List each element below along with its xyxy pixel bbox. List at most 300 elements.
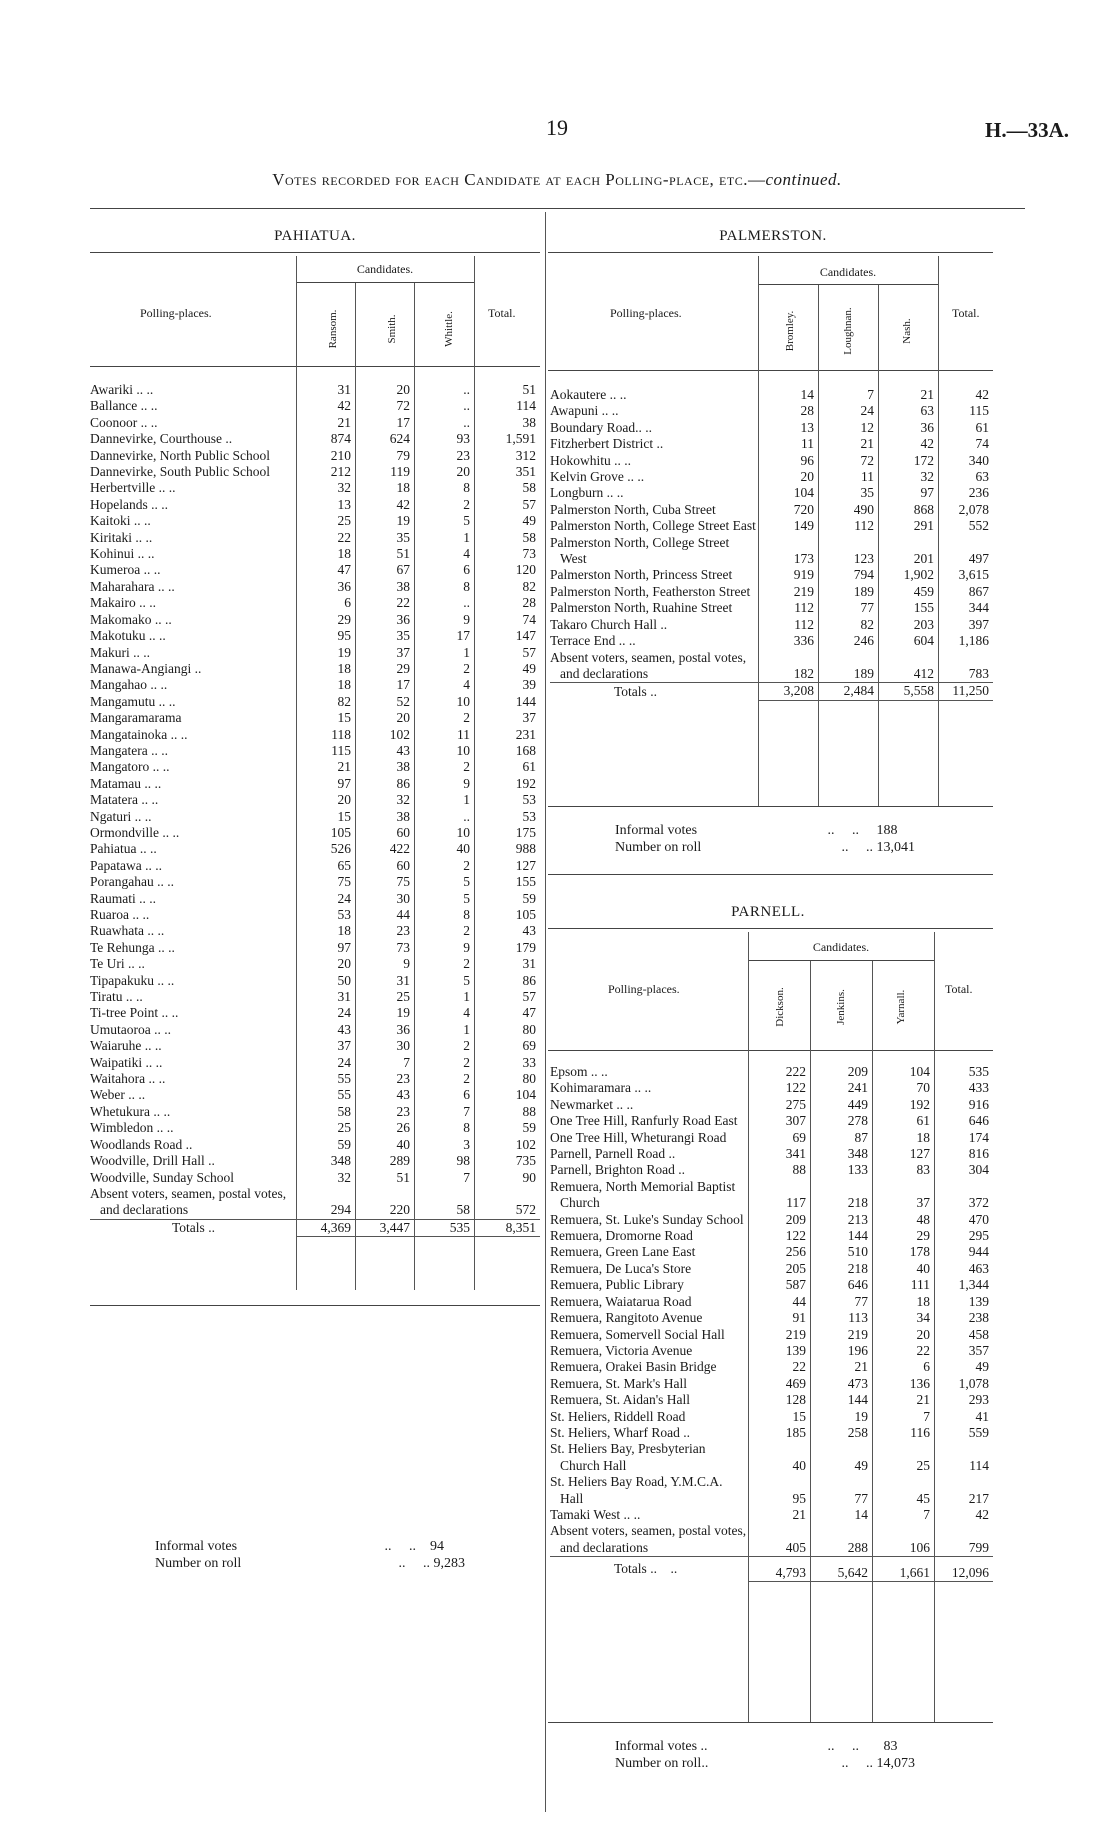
parnell-row-total: 1,078 [958,1375,989,1391]
parnell-row-total: 304 [968,1162,989,1178]
parnell-polling-place: Remuera, North Memorial Baptist Church [550,1178,736,1211]
pahiatua-votes-3: 8 [463,480,470,496]
pahiatua-row-total: 80 [522,1071,536,1087]
palmerston-candidate-2: Loughnan. [842,307,854,355]
palmerston-bottom-rule [548,806,993,807]
pahiatua-votes-1: 212 [330,464,351,480]
pahiatua-row-total: 57 [522,496,536,512]
pahiatua-votes-2: 38 [396,578,410,594]
pahiatua-row-total: 102 [515,1136,536,1152]
pahiatua-total-1: 4,369 [296,1219,355,1236]
pahiatua-polling-place: Waipatiki .. .. [90,1054,163,1070]
palmerston-votes-1: 96 [800,452,814,468]
parnell-header-rule [548,1050,993,1051]
pahiatua-informal-number: 94 [430,1539,444,1554]
parnell-row [550,1080,993,1096]
parnell-votes-3: 7 [923,1506,930,1522]
parnell-row-total: 559 [968,1424,989,1440]
pahiatua-votes-2: 22 [396,595,410,611]
parnell-votes-3: 40 [916,1260,930,1276]
pahiatua-votes-2: 38 [396,759,410,775]
pahiatua-votes-3: 4 [463,1005,470,1021]
parnell-votes-2: 218 [847,1260,868,1276]
pahiatua-polling-place: Ormondville .. .. [90,824,180,840]
palmerston-roll-value: .. .. 13,041 [841,840,915,855]
pahiatua-votes-3: 5 [463,513,470,529]
pahiatua-votes-1: 58 [337,1103,351,1119]
pahiatua-row-total: 988 [515,841,536,857]
parnell-votes-3: 45 [916,1490,930,1506]
pahiatua-row-total: 104 [515,1087,536,1103]
pahiatua-row-total: 69 [522,1038,536,1054]
parnell-votes-2: 77 [854,1293,868,1309]
palmerston-polling-place: Awapuni .. .. [550,403,619,419]
pahiatua-votes-2: 29 [396,660,410,676]
parnell-title-rule [548,928,993,929]
pahiatua-row-total: 88 [522,1103,536,1119]
pahiatua-votes-3: 2 [463,1071,470,1087]
pahiatua-votes-3: 1 [463,1021,470,1037]
palmerston-polling-place: Aokautere .. .. [550,387,627,402]
parnell-row [550,1113,993,1129]
pahiatua-polling-place: Raumati .. .. [90,890,156,906]
parnell-polling-place: Remuera, St. Aidan's Hall [550,1392,691,1408]
pahiatua-votes-1: 13 [337,496,351,512]
parnell-votes-3: 136 [909,1375,930,1391]
parnell-row [550,1474,993,1507]
pahiatua-votes-1: 21 [337,414,351,430]
parnell-row [550,1343,993,1359]
parnell-votes-2: 348 [847,1146,868,1162]
parnell-polling-place: Remuera, St. Luke's Sunday School [550,1211,744,1227]
pahiatua-votes-2: 289 [389,1153,410,1169]
pahiatua-votes-3: .. [463,414,470,430]
palmerston-polling-place: Palmerston North, College Street West [550,534,730,567]
parnell-candidates-rule [748,960,934,961]
pahiatua-polling-place: Umutaoroa .. .. [90,1021,171,1037]
pahiatua-row-total: 90 [522,1169,536,1185]
pahiatua-row-total: 49 [522,513,536,529]
parnell-row-total: 470 [968,1211,989,1227]
palmerston-polling-place: Takaro Church Hall .. [550,616,668,632]
pahiatua-row-total: 105 [515,907,536,922]
pahiatua-header-rule [90,366,540,367]
pahiatua-title: PAHIATUA. [274,228,356,244]
parnell-row [550,1277,993,1293]
parnell-row-total: 944 [968,1244,989,1260]
pahiatua-polling-place: Manawa-Angiangi .. [90,660,202,676]
parnell-row [550,1064,993,1080]
parnell-roll-value: .. .. 14,073 [841,1756,915,1771]
palmerston-votes-2: 21 [860,436,874,452]
pahiatua-votes-3: 8 [463,1120,470,1136]
parnell-votes-2: 113 [848,1310,868,1326]
pahiatua-votes-3: 4 [463,677,470,693]
parnell-votes-3: 70 [916,1080,930,1096]
parnell-row [550,1507,993,1523]
pahiatua-row-total: 49 [522,660,536,676]
parnell-votes-1: 256 [785,1244,806,1260]
pahiatua-informal-value: .. .. 94 [384,1539,444,1554]
parnell-votes-1: 307 [785,1113,806,1129]
pahiatua-votes-1: 874 [330,431,351,447]
pahiatua-polling-place: Herbertville .. .. [90,480,176,496]
pahiatua-votes-3: 10 [456,824,470,840]
pahiatua-votes-2: 60 [396,857,410,873]
palmerston-polling-places-header: Polling-places. [610,306,682,320]
parnell-votes-1: 91 [792,1310,806,1326]
pahiatua-votes-2: 31 [396,972,410,988]
pahiatua-row [90,891,540,907]
pahiatua-votes-2: 7 [403,1054,410,1070]
parnell-votes-2: 646 [847,1277,868,1293]
pahiatua-row-total: 28 [522,595,536,611]
parnell-roll-label: Number on roll.. [615,1756,709,1771]
palmerston-votes-3: 36 [920,419,934,435]
pahiatua-votes-2: 32 [396,792,410,808]
pahiatua-votes-3: 93 [456,431,470,447]
parnell-votes-2: 196 [847,1342,868,1358]
parnell-row [550,1097,993,1113]
pahiatua-candidate-3: Whittle. [443,311,455,347]
pahiatua-total-3: 535 [414,1219,474,1236]
pahiatua-candidate-2: Smith. [386,314,398,344]
pahiatua-polling-place: Te Uri .. .. [90,956,145,972]
pahiatua-votes-2: 35 [396,529,410,545]
palmerston-row [550,387,993,403]
pahiatua-polling-place: Makairo .. .. [90,595,156,611]
palmerston-votes-1: 173 [793,551,814,567]
parnell-row-total: 217 [968,1490,989,1506]
pahiatua-polling-place: Ti-tree Point .. .. [90,1005,179,1021]
pahiatua-row-total: 58 [522,480,536,496]
pahiatua-votes-1: 82 [337,693,351,709]
pahiatua-row-total: 33 [522,1054,536,1070]
pahiatua-row [90,448,540,464]
pahiatua-row-total: 572 [515,1202,536,1218]
parnell-polling-place: St. Heliers Bay Road, Y.M.C.A. Hall [550,1474,723,1506]
pahiatua-votes-3: 20 [456,464,470,480]
parnell-row [550,1425,993,1441]
pahiatua-votes-2: 17 [396,414,410,430]
palmerston-votes-2: 24 [860,403,874,419]
pahiatua-row [90,727,540,743]
parnell-row-total: 41 [975,1408,989,1424]
pahiatua-title-rule [90,252,540,253]
pahiatua-row-total: 114 [516,398,536,414]
parnell-polling-place: St. Heliers, Riddell Road [550,1408,686,1424]
palmerston-candidate-3: Nash. [901,318,913,344]
palmerston-informal-number: 188 [876,823,898,838]
parnell-votes-1: 219 [785,1326,806,1342]
parnell-polling-place: Remuera, Rangitoto Avenue [550,1310,703,1326]
pahiatua-row-total: 53 [522,808,536,824]
parnell-votes-2: 87 [854,1129,868,1145]
palmerston-votes-1: 11 [801,436,814,452]
parnell-votes-2: 144 [847,1392,868,1408]
pahiatua-votes-2: 67 [396,562,410,578]
pahiatua-votes-2: 102 [389,726,410,742]
pahiatua-votes-1: 29 [337,611,351,627]
parnell-row [550,1130,993,1146]
pahiatua-polling-place: Mangatainoka .. .. [90,726,188,742]
pahiatua-votes-2: 20 [396,710,410,726]
parnell-votes-3: 111 [910,1277,930,1293]
palmerston-total-header: Total. [952,306,980,320]
parnell-total-1: 4,793 [748,1557,810,1582]
parnell-votes-1: 44 [792,1293,806,1309]
palmerston-votes-1: 919 [793,567,814,583]
palmerston-row [550,650,993,683]
palmerston-votes-3: 203 [913,616,934,632]
parnell-polling-place: Kohimaramara .. .. [550,1080,652,1096]
pahiatua-polling-place: Ngaturi .. .. [90,808,152,824]
pahiatua-row-total: 53 [522,792,536,808]
parnell-votes-1: 139 [785,1342,806,1358]
pahiatua-summary [155,1538,465,1572]
parnell-votes-2: 144 [847,1228,868,1244]
pahiatua-votes-3: 2 [463,710,470,726]
palmerston-roll-number: 13,041 [876,840,915,855]
parnell-roll-label-text: Number on roll [615,1756,702,1771]
palmerston-row [550,453,993,469]
pahiatua-votes-3: 6 [463,562,470,578]
pahiatua-votes-2: 79 [396,447,410,463]
parnell-votes-3: 127 [909,1146,930,1162]
palmerston-votes-2: 189 [853,665,874,681]
palmerston-votes-3: 459 [913,583,934,599]
pahiatua-row [90,1137,540,1153]
pahiatua-row-total: 59 [522,1120,536,1136]
parnell-votes-2: 473 [847,1375,868,1391]
pahiatua-votes-2: 44 [396,907,410,922]
parnell-totals-dots: .. .. [650,1561,678,1577]
palmerston-row-total: 115 [969,403,989,419]
palmerston-votes-1: 182 [793,665,814,681]
pahiatua-row [90,645,540,661]
palmerston-votes-1: 28 [800,403,814,419]
parnell-polling-place: St. Heliers, Wharf Road .. [550,1424,690,1440]
parnell-polling-place: Remuera, Green Lane East [550,1244,696,1260]
palmerston-totals-dots: .. [650,683,657,699]
pahiatua-votes-2: 23 [396,1103,410,1119]
palmerston-votes-2: 82 [860,616,874,632]
pahiatua-row-total: 82 [522,578,536,594]
parnell-votes-3: 83 [916,1162,930,1178]
parnell-totals-label-text: Totals [614,1561,647,1577]
pahiatua-votes-1: 32 [337,1169,351,1185]
page-number: 19 [546,115,568,140]
pahiatua-votes-3: 2 [463,1054,470,1070]
palmerston-votes-2: 35 [860,485,874,501]
pahiatua-totals-label [90,1219,296,1236]
parnell-row [550,1392,993,1408]
pahiatua-votes-1: 18 [337,546,351,562]
parnell-row [550,1212,993,1228]
palmerston-candidates-label: Candidates. [819,265,877,279]
palmerston-row-total: 42 [975,387,989,402]
parnell-votes-1: 587 [785,1277,806,1293]
pahiatua-votes-1: 20 [337,792,351,808]
pahiatua-votes-1: 15 [337,710,351,726]
parnell-row-total: 42 [975,1506,989,1522]
pahiatua-votes-3: 5 [463,890,470,906]
parnell-votes-1: 69 [792,1129,806,1145]
pahiatua-row [90,989,540,1005]
parnell-votes-3: 7 [923,1408,930,1424]
pahiatua-polling-place: Woodlands Road .. [90,1136,193,1152]
pahiatua-row [90,480,540,496]
pahiatua-polling-place: Mangatoro .. .. [90,759,170,775]
parnell-polling-place: Remuera, Dromorne Road [550,1228,693,1244]
pahiatua-polling-place: Mangamutu .. .. [90,693,176,709]
pahiatua-candidates-rule [296,282,474,283]
pahiatua-votes-1: 65 [337,857,351,873]
palmerston-votes-3: 604 [913,633,934,649]
palmerston-total-4: 11,250 [938,683,993,700]
parnell-votes-2: 278 [847,1113,868,1129]
pahiatua-votes-2: 35 [396,628,410,644]
palmerston-row [550,600,993,616]
pahiatua-votes-1: 31 [337,382,351,397]
pahiatua-polling-place: Ruaroa .. .. [90,907,150,922]
parnell-votes-2: 218 [847,1195,868,1211]
palmerston-votes-2: 794 [853,567,874,583]
parnell-polling-place: Remuera, Waiatarua Road [550,1293,692,1309]
palmerston-votes-2: 7 [867,387,874,402]
pahiatua-row-total: 168 [515,742,536,758]
pahiatua-row-total: 144 [515,693,536,709]
pahiatua-row [90,628,540,644]
pahiatua-votes-3: 6 [463,1087,470,1103]
pahiatua-candidates-label: Candidates. [356,262,414,276]
pahiatua-votes-1: 20 [337,956,351,972]
palmerston-row-total: 63 [975,469,989,485]
pahiatua-row [90,431,540,447]
pahiatua-votes-3: 23 [456,447,470,463]
palmerston-row [550,567,993,583]
parnell-candidate-2: Jenkins. [835,989,847,1025]
parnell-votes-3: 34 [916,1310,930,1326]
pahiatua-row [90,382,540,398]
parnell-row-total: 49 [975,1359,989,1375]
parnell-candidates-label: Candidates. [812,940,870,954]
pahiatua-row [90,956,540,972]
parnell-total-header: Total. [945,982,973,996]
pahiatua-votes-1: 55 [337,1071,351,1087]
pahiatua-row-total: 57 [522,989,536,1005]
pahiatua-polling-place: Kumeroa .. .. [90,562,161,578]
pahiatua-polling-place: Kaitoki .. .. [90,513,151,529]
parnell-row-total: 433 [968,1080,989,1096]
pahiatua-votes-2: 18 [396,480,410,496]
palmerston-votes-1: 20 [800,469,814,485]
palmerston-total-3: 5,558 [878,683,938,700]
pahiatua-votes-3: .. [463,382,470,397]
pahiatua-polling-place: Awariki .. .. [90,382,154,397]
palmerston-row-total: 3,615 [958,567,989,583]
parnell-row-total: 916 [968,1096,989,1112]
palmerston-polling-place: Absent voters, seamen, postal votes, and declarations [550,649,747,681]
pahiatua-votes-3: 2 [463,956,470,972]
pahiatua-polling-place: Dannevirke, North Public School [90,447,270,463]
pahiatua-row [90,398,540,414]
parnell-votes-3: 106 [909,1539,930,1555]
pahiatua-row [90,464,540,480]
pahiatua-votes-3: .. [463,595,470,611]
pahiatua-votes-1: 118 [331,726,351,742]
pahiatua-polling-place: Woodville, Drill Hall .. [90,1153,215,1169]
palmerston-total-1: 3,208 [758,683,818,700]
parnell-totals-row [550,1557,993,1582]
parnell-candidate-1: Dickson. [774,987,786,1027]
pahiatua-polling-place: Dannevirke, South Public School [90,464,270,480]
pahiatua-votes-2: 75 [396,874,410,890]
parnell-votes-3: 25 [916,1457,930,1473]
pahiatua-votes-3: 4 [463,546,470,562]
pahiatua-votes-1: 294 [330,1202,351,1218]
pahiatua-polling-place: Maharahara .. .. [90,578,175,594]
pahiatua-votes-2: 36 [396,1021,410,1037]
pahiatua-row [90,923,540,939]
pahiatua-polling-place: Matatera .. .. [90,792,159,808]
pahiatua-votes-1: 97 [337,939,351,955]
pahiatua-polling-place: Makuri .. .. [90,644,150,660]
parnell-votes-1: 21 [792,1506,806,1522]
palmerston-votes-2: 490 [853,501,874,517]
pahiatua-votes-3: 1 [463,989,470,1005]
pahiatua-votes-1: 59 [337,1136,351,1152]
palmerston-votes-2: 12 [860,419,874,435]
parnell-row [550,1179,993,1212]
parnell-votes-3: 18 [916,1293,930,1309]
parnell-votes-3: 61 [916,1113,930,1129]
pahiatua-row [90,1071,540,1087]
palmerston-polling-place: Boundary Road.. .. [550,419,652,435]
palmerston-votes-1: 149 [793,518,814,534]
pahiatua-votes-1: 21 [337,759,351,775]
pahiatua-votes-1: 18 [337,660,351,676]
parnell-votes-2: 133 [847,1162,868,1178]
palmerston-votes-3: 291 [913,518,934,534]
parnell-row [550,1523,993,1556]
pahiatua-row-total: 31 [522,956,536,972]
pahiatua-votes-3: 2 [463,1038,470,1054]
parnell-row [550,1359,993,1375]
pahiatua-polling-place: Makomako .. .. [90,611,172,627]
parnell-row-total: 293 [968,1392,989,1408]
pahiatua-row [90,1120,540,1136]
pahiatua-polling-place: Mangaramarama [90,710,182,726]
palmerston-votes-2: 11 [861,469,874,485]
parnell-votes-2: 77 [854,1490,868,1506]
parnell-votes-3: 22 [916,1342,930,1358]
pahiatua-totals-row [90,1219,540,1236]
palmerston-votes-3: 172 [913,452,934,468]
pahiatua-votes-2: 40 [396,1136,410,1152]
heading-continued: continued. [765,170,842,189]
pahiatua-votes-2: 23 [396,1071,410,1087]
pahiatua-row [90,513,540,529]
pahiatua-votes-1: 47 [337,562,351,578]
parnell-votes-1: 469 [785,1375,806,1391]
parnell-candidate-3: Yarnall. [895,989,907,1025]
palmerston-row-total: 783 [968,665,989,681]
palmerston-table [550,387,993,701]
pahiatua-row [90,776,540,792]
pahiatua-votes-3: 98 [456,1153,470,1169]
pahiatua-row-total: 155 [515,874,536,890]
